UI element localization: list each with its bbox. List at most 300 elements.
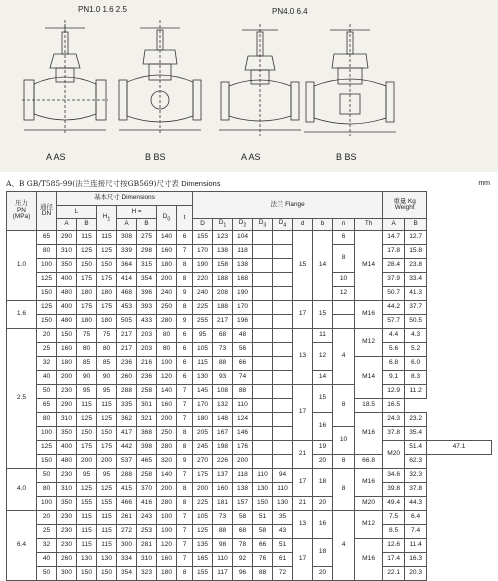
table-cell: 110 [253, 469, 273, 483]
flange-b-cell: 16 [313, 413, 333, 441]
weight-cell: 14.7 [383, 231, 405, 245]
table-cell: 100 [157, 525, 177, 539]
flange-n-cell: 6 [333, 231, 355, 245]
flange-b-cell: 14 [313, 371, 333, 385]
pressure-cell: 2.5 [7, 329, 37, 469]
table-cell: 176 [233, 441, 253, 455]
table-cell: 466 [117, 497, 137, 511]
table-cell: 58 [233, 511, 253, 525]
table-cell: 250 [157, 301, 177, 315]
table-cell [273, 231, 293, 245]
table-cell: 48 [233, 329, 253, 343]
table-cell [273, 287, 293, 301]
table-cell: 203 [137, 343, 157, 357]
table-cell: 416 [137, 497, 157, 511]
table-cell: 7 [177, 539, 193, 553]
table-cell: 320 [157, 455, 177, 469]
weight-cell: 47.1 [427, 441, 492, 455]
weight-cell: 15.8 [405, 245, 427, 259]
table-cell [273, 441, 293, 455]
table-row [7, 441, 492, 455]
table-cell: 104 [233, 231, 253, 245]
table-cell: 180 [193, 413, 213, 427]
weight-cell: 9.1 [383, 371, 405, 385]
table-cell: 288 [117, 385, 137, 399]
table-cell: 400 [57, 273, 77, 287]
table-cell: 25 [37, 343, 57, 357]
table-cell: 175 [77, 441, 97, 455]
table-cell: 200 [77, 455, 97, 469]
weight-cell: 23.2 [405, 413, 427, 427]
weight-cell: 11.4 [405, 539, 427, 553]
table-cell: 138 [233, 259, 253, 273]
table-cell: 200 [233, 455, 253, 469]
table-cell: 146 [233, 427, 253, 441]
flange-b-cell: 15 [313, 301, 333, 329]
weight-cell: 66.8 [355, 455, 383, 469]
table-cell: 32 [37, 357, 57, 371]
table-cell: 6 [177, 357, 193, 371]
table-cell: 216 [137, 357, 157, 371]
caption-b-bs-2: B BS [336, 152, 357, 162]
table-cell: 208 [213, 287, 233, 301]
table-cell: 130 [77, 553, 97, 567]
weight-cell: 39.8 [383, 483, 405, 497]
table-cell: 80 [37, 245, 57, 259]
table-cell: 130 [253, 483, 273, 497]
weight-cell: 22.1 [383, 567, 405, 581]
table-cell: 68 [233, 525, 253, 539]
flange-d-cell: 21 [293, 441, 313, 469]
table-cell: 118 [233, 245, 253, 259]
table-cell: 125 [97, 245, 117, 259]
table-cell: 125 [77, 483, 97, 497]
weight-cell: 12.6 [383, 539, 405, 553]
table-cell: 157 [233, 497, 253, 511]
weight-cell: 12.9 [383, 385, 405, 399]
table-cell: 200 [157, 413, 177, 427]
weight-cell: 8.5 [383, 525, 405, 539]
header-D3: $D_3$ [253, 219, 273, 231]
table-cell: 66 [233, 357, 253, 371]
table-cell: 7 [177, 245, 193, 259]
table-cell: 175 [97, 273, 117, 287]
table-cell [253, 385, 273, 399]
table-cell: 230 [57, 539, 77, 553]
table-cell: 175 [97, 441, 117, 455]
table-row [7, 539, 492, 553]
table-cell: 100 [157, 511, 177, 525]
table-cell: 120 [157, 371, 177, 385]
table-cell: 73 [213, 511, 233, 525]
table-cell: 180 [57, 357, 77, 371]
table-cell: 20 [37, 511, 57, 525]
weight-cell: 12.7 [405, 231, 427, 245]
pn-label-left: PN1.0 1.6 2.5 [78, 5, 127, 14]
table-cell: 175 [77, 301, 97, 315]
table-cell: 124 [233, 413, 253, 427]
caption-a-as-2: A AS [241, 152, 261, 162]
flange-d-cell: 15 [293, 231, 313, 301]
table-cell: 50 [37, 469, 57, 483]
table-cell [273, 315, 293, 329]
table-cell: 115 [193, 357, 213, 371]
table-cell: 56 [233, 343, 253, 357]
weight-cell: 37.8 [405, 483, 427, 497]
table-cell: 125 [97, 413, 117, 427]
flange-b-cell: 15 [313, 385, 333, 413]
table-cell: 8 [177, 273, 193, 287]
table-row [7, 357, 492, 371]
table-cell: 94 [273, 469, 293, 483]
table-cell: 180 [97, 287, 117, 301]
table-row [7, 385, 492, 399]
table-cell: 415 [117, 483, 137, 497]
table-cell: 130 [97, 553, 117, 567]
table-cell: 100 [157, 357, 177, 371]
table-cell: 167 [213, 427, 233, 441]
table-cell: 115 [97, 525, 117, 539]
table-cell: 80 [37, 413, 57, 427]
table-cell: 261 [117, 511, 137, 525]
table-row [7, 427, 492, 441]
table-cell: 95 [97, 385, 117, 399]
table-cell: 9 [177, 455, 193, 469]
table-cell: 225 [193, 301, 213, 315]
valve-drawing-a-as-1 [20, 18, 110, 138]
flange-n-cell: 10 [333, 427, 355, 455]
table-cell: 200 [193, 483, 213, 497]
flange-b-cell: 20 [313, 455, 333, 469]
table-cell: 230 [57, 525, 77, 539]
table-cell: 105 [193, 511, 213, 525]
flange-th-cell: M14 [355, 357, 383, 399]
table-cell: 72 [273, 567, 293, 581]
table-cell [273, 343, 293, 357]
flange-th-cell: M12 [355, 329, 383, 357]
table-cell: 35 [273, 511, 293, 525]
flange-b-cell: 14 [313, 231, 333, 301]
flange-b-cell: 19 [313, 441, 333, 455]
table-cell: 260 [117, 371, 137, 385]
table-cell: 217 [213, 315, 233, 329]
table-cell: 362 [117, 413, 137, 427]
weight-cell: 4.3 [405, 329, 427, 343]
table-cell: 155 [77, 497, 97, 511]
table-cell: 140 [157, 231, 177, 245]
table-row [7, 469, 492, 483]
table-caption-cn: A、B GB/T585-99(法兰连接尺寸按GB569)尺寸表 [6, 179, 179, 188]
flange-d-cell: 13 [293, 329, 313, 385]
table-cell [273, 399, 293, 413]
table-cell: 175 [97, 301, 117, 315]
table-cell: 354 [137, 273, 157, 287]
table-cell: 125 [77, 413, 97, 427]
flange-b-cell: 18 [313, 469, 333, 497]
table-cell: 150 [253, 497, 273, 511]
table-cell: 32 [37, 539, 57, 553]
table-row [7, 511, 492, 525]
flange-th-cell: M16 [355, 301, 383, 329]
weight-cell: 7.5 [383, 511, 405, 525]
header-b: b [313, 219, 333, 231]
table-cell: 8 [177, 427, 193, 441]
table-row [7, 231, 492, 245]
flange-th-cell: M16 [355, 469, 383, 497]
unit-label: mm [478, 180, 490, 187]
table-cell: 175 [193, 469, 213, 483]
table-cell: 537 [117, 455, 137, 469]
weight-cell: 28.4 [383, 259, 405, 273]
table-row [7, 553, 492, 567]
table-cell: 40 [37, 553, 57, 567]
table-cell: 190 [193, 259, 213, 273]
table-cell: 6 [177, 329, 193, 343]
table-cell: 110 [213, 553, 233, 567]
table-cell: 115 [97, 511, 117, 525]
table-cell: 150 [97, 427, 117, 441]
table-cell: 150 [97, 567, 117, 581]
flange-b-cell: 12 [313, 343, 333, 371]
table-cell: 100 [37, 427, 57, 441]
table-cell: 150 [37, 315, 57, 329]
flange-b-cell: 18 [313, 539, 333, 567]
table-cell: 80 [77, 343, 97, 357]
weight-cell: 34.6 [383, 469, 405, 483]
table-cell: 115 [97, 539, 117, 553]
table-cell: 65 [37, 231, 57, 245]
table-row [7, 567, 492, 581]
table-cell: 334 [117, 553, 137, 567]
weight-cell: 41.3 [405, 287, 427, 301]
table-cell: 20 [37, 329, 57, 343]
table-row [7, 399, 492, 413]
header-L: L [57, 206, 97, 219]
table-cell: 288 [117, 469, 137, 483]
table-cell: 74 [233, 371, 253, 385]
weight-cell: 6.0 [405, 357, 427, 371]
table-cell [253, 273, 273, 287]
table-cell: 236 [137, 371, 157, 385]
table-cell: 250 [157, 427, 177, 441]
table-cell: 396 [137, 287, 157, 301]
header-H1: $H_1$ [97, 206, 117, 231]
table-cell: 7 [177, 385, 193, 399]
table-cell: 442 [117, 441, 137, 455]
table-cell: 354 [117, 567, 137, 581]
flange-th-cell: M20 [355, 497, 383, 511]
flange-n-cell: 4 [333, 329, 355, 385]
table-cell: 115 [77, 525, 97, 539]
caption-a-as-1: A AS [46, 152, 66, 162]
table-cell: 300 [57, 567, 77, 581]
weight-cell: 24.3 [383, 413, 405, 427]
flange-b-cell: 11 [313, 329, 333, 343]
table-cell: 66 [253, 539, 273, 553]
table-cell: 290 [57, 399, 77, 413]
flange-n-cell: 12 [333, 287, 355, 301]
table-cell: 188 [213, 273, 233, 287]
table-cell: 350 [57, 497, 77, 511]
table-cell: 78 [233, 539, 253, 553]
weight-cell: 35.4 [405, 427, 427, 441]
table-cell: 225 [193, 497, 213, 511]
table-cell: 281 [137, 539, 157, 553]
table-cell: 7 [177, 525, 193, 539]
table-cell: 9 [177, 287, 193, 301]
table-cell: 8 [177, 441, 193, 455]
weight-cell: 33.4 [405, 273, 427, 287]
table-cell: 50 [37, 385, 57, 399]
table-cell [273, 273, 293, 287]
table-cell: 90 [97, 371, 117, 385]
header-weight: 重量 Kg Weight [383, 192, 427, 219]
header-pressure: 压力 PN (MPa) [7, 192, 37, 231]
flange-b-cell: 16 [313, 511, 333, 539]
table-cell: 8 [177, 301, 193, 315]
table-cell [253, 329, 273, 343]
table-cell [253, 441, 273, 455]
table-row [7, 497, 492, 511]
table-cell [253, 399, 273, 413]
table-cell: 8 [177, 483, 193, 497]
table-cell: 310 [57, 245, 77, 259]
table-cell [253, 315, 273, 329]
table-row [7, 259, 492, 273]
table-cell: 180 [157, 567, 177, 581]
table-cell: 480 [57, 455, 77, 469]
flange-n-cell: 8 [333, 385, 355, 427]
table-cell: 7 [177, 469, 193, 483]
table-cell: 364 [117, 259, 137, 273]
table-cell [273, 357, 293, 371]
flange-b-cell: 20 [313, 497, 333, 511]
weight-cell: 16.5 [383, 399, 405, 413]
table-row [7, 455, 492, 469]
table-cell: 95 [97, 469, 117, 483]
table-cell: 310 [57, 413, 77, 427]
weight-cell: 37.8 [383, 427, 405, 441]
table-cell: 6 [177, 371, 193, 385]
table-cell: 180 [77, 287, 97, 301]
table-cell: 339 [117, 245, 137, 259]
table-cell: 125 [77, 245, 97, 259]
weight-cell: 16.3 [405, 553, 427, 567]
table-cell: 196 [233, 315, 253, 329]
table-cell: 130 [273, 497, 293, 511]
header-D1: $D_1$ [213, 219, 233, 231]
table-cell [273, 371, 293, 385]
table-cell: 175 [77, 273, 97, 287]
table-cell: 275 [137, 231, 157, 245]
weight-cell: 50.7 [383, 287, 405, 301]
table-cell: 150 [77, 259, 97, 273]
table-cell: 203 [137, 329, 157, 343]
table-cell: 180 [97, 315, 117, 329]
table-cell [273, 427, 293, 441]
flange-n-cell: 8 [333, 469, 355, 511]
header-H-B: B [137, 219, 157, 231]
table-cell: 105 [193, 343, 213, 357]
weight-cell: 6.4 [405, 511, 427, 525]
table-cell: 138 [233, 483, 253, 497]
table-cell: 98 [213, 539, 233, 553]
table-cell: 61 [273, 553, 293, 567]
weight-cell: 44.3 [405, 497, 427, 511]
table-cell: 130 [193, 371, 213, 385]
table-cell: 165 [193, 553, 213, 567]
table-cell: 150 [77, 567, 97, 581]
table-cell: 240 [193, 287, 213, 301]
flange-n-cell [333, 301, 355, 315]
table-cell: 315 [137, 259, 157, 273]
table-cell: 80 [97, 343, 117, 357]
table-cell [253, 287, 273, 301]
table-cell: 155 [193, 567, 213, 581]
header-n: n [333, 219, 355, 231]
table-cell: 321 [137, 413, 157, 427]
table-cell [273, 329, 293, 343]
header-D: D [193, 219, 213, 231]
table-cell: 170 [193, 399, 213, 413]
table-cell: 150 [97, 259, 117, 273]
weight-cell: 8.3 [405, 371, 427, 385]
table-cell: 7 [177, 511, 193, 525]
weight-cell: 7.4 [405, 525, 427, 539]
table-cell: 40 [37, 371, 57, 385]
header-weight-B: B [405, 219, 427, 231]
table-cell: 125 [37, 273, 57, 287]
table-row [7, 273, 492, 287]
header-H-A: A [117, 219, 137, 231]
flange-d-cell: 17 [293, 301, 313, 329]
table-cell: 160 [57, 343, 77, 357]
table-row [7, 315, 492, 329]
table-cell: 290 [57, 231, 77, 245]
table-row [7, 287, 492, 301]
table-cell: 115 [97, 231, 117, 245]
table-cell: 80 [157, 329, 177, 343]
table-cell: 155 [97, 497, 117, 511]
table-cell: 43 [273, 525, 293, 539]
table-cell: 270 [193, 455, 213, 469]
table-cell: 65 [37, 399, 57, 413]
weight-cell: 62.3 [405, 455, 427, 469]
table-cell: 226 [213, 455, 233, 469]
table-cell: 188 [213, 301, 233, 315]
caption-b-bs-1: B BS [145, 152, 166, 162]
flange-n-cell: 8 [333, 455, 355, 469]
table-cell: 180 [157, 259, 177, 273]
table-cell: 118 [233, 469, 253, 483]
weight-cell: 44.2 [383, 301, 405, 315]
table-cell [253, 357, 273, 371]
table-cell: 181 [213, 497, 233, 511]
weight-cell: 17.4 [383, 553, 405, 567]
table-cell: 170 [193, 245, 213, 259]
table-row [7, 371, 492, 385]
table-cell [253, 371, 273, 385]
table-cell: 9 [177, 315, 193, 329]
flange-n-cell: 10 [333, 273, 355, 287]
pressure-cell: 6.4 [7, 511, 37, 581]
table-cell: 95 [193, 329, 213, 343]
table-cell: 170 [233, 301, 253, 315]
table-cell: 505 [117, 315, 137, 329]
weight-cell: 49.4 [383, 497, 405, 511]
table-cell: 6 [177, 231, 193, 245]
table-cell: 88 [213, 357, 233, 371]
